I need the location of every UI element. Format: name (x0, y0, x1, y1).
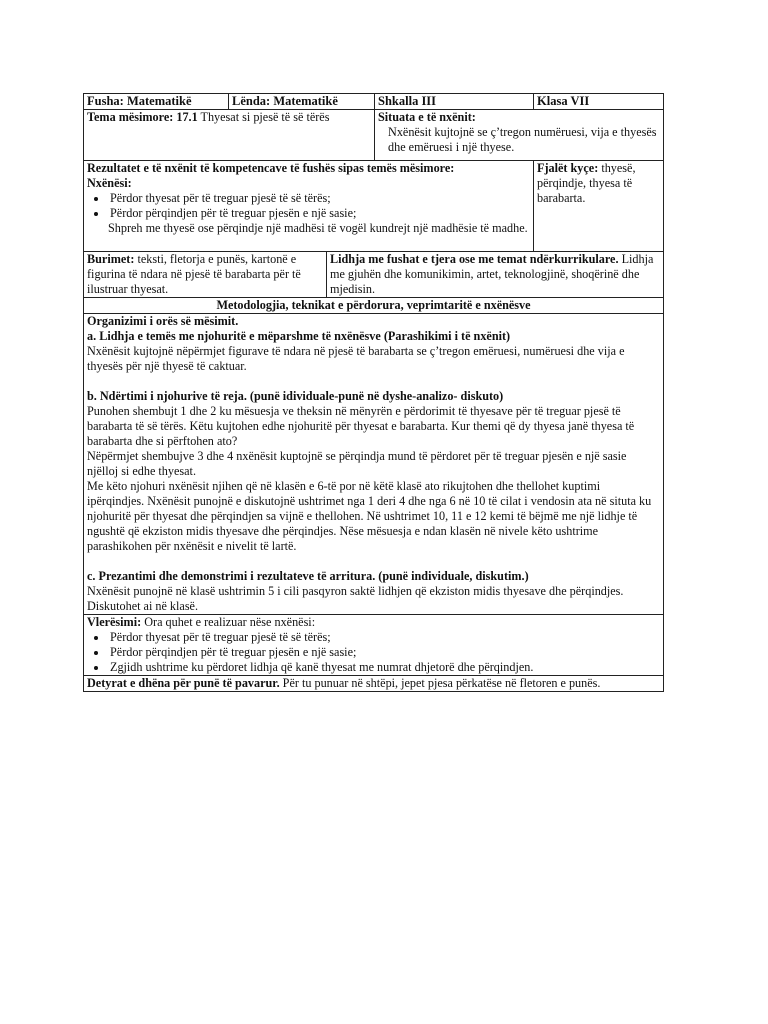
situation-cell (375, 110, 664, 161)
methodology-heading: Metodologjia, teknikat e përdorura, veprimtaritë e nxënësve (84, 298, 664, 314)
assessment-label: Vlerësimi: (87, 615, 142, 629)
homework-row (84, 676, 664, 692)
section-b-text-1: Punohen shembujt 1 dhe 2 ku mësuesja ve theksin në mënyrën e përdorimit të thyesave për të treguar pjesë të barabarta të së tërës. Këtu kujtohen edhe njohuritë për thyesat e barabarta. Kur themi që dy thyesa janë thyesa të barabarta dhe si përftohen ato? (87, 404, 635, 448)
section-c-text: Nxënësit punojnë në klasë ushtrimin 5 i cili pasqyron saktë lidhjen që ekziston midis thyesave dhe përqindjes. Diskutohet ai në klasë. (87, 584, 624, 613)
assessment-list (87, 630, 660, 675)
topic-number: 17.1 (176, 110, 198, 124)
resources-label: Burimet: (87, 252, 135, 266)
section-a-text: Nxënësit kujtojnë nëpërmjet figurave të ndara në pjesë të barabarta se ç’tregon emëruesi, numëruesi dhe vija e thyesës për një thyesë të caktuar. (87, 344, 625, 373)
assessment-text: Ora quhet e realizuar nëse nxënësi: (144, 615, 316, 629)
class-cell: Klasa VII (534, 94, 664, 110)
organization-title: Organizimi i orës së mësimit. (87, 314, 239, 328)
situation-label: Situata e të nxënit: (378, 110, 476, 124)
assessment-cell (84, 615, 664, 676)
section-b-title: b. Ndërtimi i njohurive të reja. (punë idividuale-punë në dyshe-analizo- diskuto) (87, 389, 504, 403)
links-cell (327, 252, 664, 298)
outcomes-extra: Shpreh me thyesë ose përqindje një madhësi të vogël kundrejt një madhësie të madhe. (108, 221, 528, 235)
assessment-row (84, 615, 664, 676)
lesson-plan-page (83, 93, 663, 692)
outcomes-list (87, 191, 530, 221)
lesson-plan-table (83, 93, 664, 692)
field-cell: Fusha: Matematikë (84, 94, 229, 110)
list-item: • Përdor përqindjen për të treguar pjesën e një sasie; (108, 206, 530, 221)
resources-text: teksti, fletorja e punës, kartonë e figurina të ndara në pjesë të barabarta për të ilustruar thyesat. (87, 252, 301, 296)
homework-text: Për tu punuar në shtëpi, jepet pjesa përkatëse në fletoren e punës. (282, 676, 601, 690)
outcomes-cell (84, 161, 534, 252)
outcomes-heading: Rezultatet e të nxënit të kompetencave të fushës sipas temës mësimore: (87, 161, 455, 175)
section-a-title: a. Lidhja e temës me njohuritë e mëparshme të nxënësve (Parashikimi i të nxënit) (87, 329, 511, 343)
subject-cell: Lënda: Matematikë (229, 94, 375, 110)
level-cell: Shkalla III (375, 94, 534, 110)
keywords-cell (534, 161, 664, 252)
links-label: Lidhja me fushat e tjera ose me temat ndërkurrikulare. (330, 252, 619, 266)
topic-label: Tema mësimore: (87, 110, 174, 124)
methodology-heading-row (84, 298, 664, 314)
list-item: • Zgjidh ushtrime ku përdoret lidhja që kanë thyesat me numrat dhjetorë dhe përqindjen. (108, 660, 660, 675)
topic-text: Thyesat si pjesë të së tërës (200, 110, 330, 124)
keywords-label: Fjalët kyçe: (537, 161, 599, 175)
resources-cell (84, 252, 327, 298)
homework-label: Detyrat e dhëna për punë të pavarur. (87, 676, 280, 690)
header-row (84, 94, 664, 110)
methodology-cell (84, 314, 664, 615)
methodology-row (84, 314, 664, 615)
list-item: • Përdor thyesat për të treguar pjesë të së tërës; (108, 630, 660, 645)
topic-row (84, 110, 664, 161)
links-text: Lidhja me gjuhën dhe komunikimin, artet, teknologjinë, shoqërinë dhe mjedisin. (330, 252, 654, 296)
section-b-text-2: Nëpërmjet shembujve 3 dhe 4 nxënësit kuptojnë se përqindja mund të përdoret për të treguar pjesën e një sasie njëlloj si edhe thyesat. (87, 449, 627, 478)
list-item: • Përdor përqindjen për të treguar pjesën e një sasie; (108, 645, 660, 660)
section-b-text-3: Me këto njohuri nxënësit njihen që në klasën e 6-të por në këtë klasë ato rikujtohen dhe thellohet kuptimi ipërqindjes. Nxënësit punojnë e diskutojnë ushtrimet nga 1 deri 4 dhe nga 6 në 10 të cilat i vendosin ata në situta ku njohuritë për thyesat dhe përqindjen sa vijnë e thellohen. Në ushtrimet 10, 11 e 12 kemi të bëjmë me një lidhje të ngushtë që ekziston midis thyesave dhe përqindjes. Nëse mësuesja e ndan klasën në nivele këto ushtrime parashikohen për nxënësit e nivelit të lartë. (87, 479, 652, 553)
outcomes-row (84, 161, 664, 252)
list-item: • Përdor thyesat për të treguar pjesë të së tërës; (108, 191, 530, 206)
resources-row (84, 252, 664, 298)
homework-cell (84, 676, 664, 692)
section-c-title: c. Prezantimi dhe demonstrimi i rezultateve të arritura. (punë individuale, diskutim.) (87, 569, 529, 583)
keywords-text: thyesë, përqindje, thyesa të barabarta. (537, 161, 636, 205)
topic-cell (84, 110, 375, 161)
outcomes-sub: Nxënësi: (87, 176, 132, 190)
situation-text: Nxënësit kujtojnë se ç’tregon numëruesi, vija e thyesës dhe emëruesi i një thyese. (388, 125, 657, 154)
